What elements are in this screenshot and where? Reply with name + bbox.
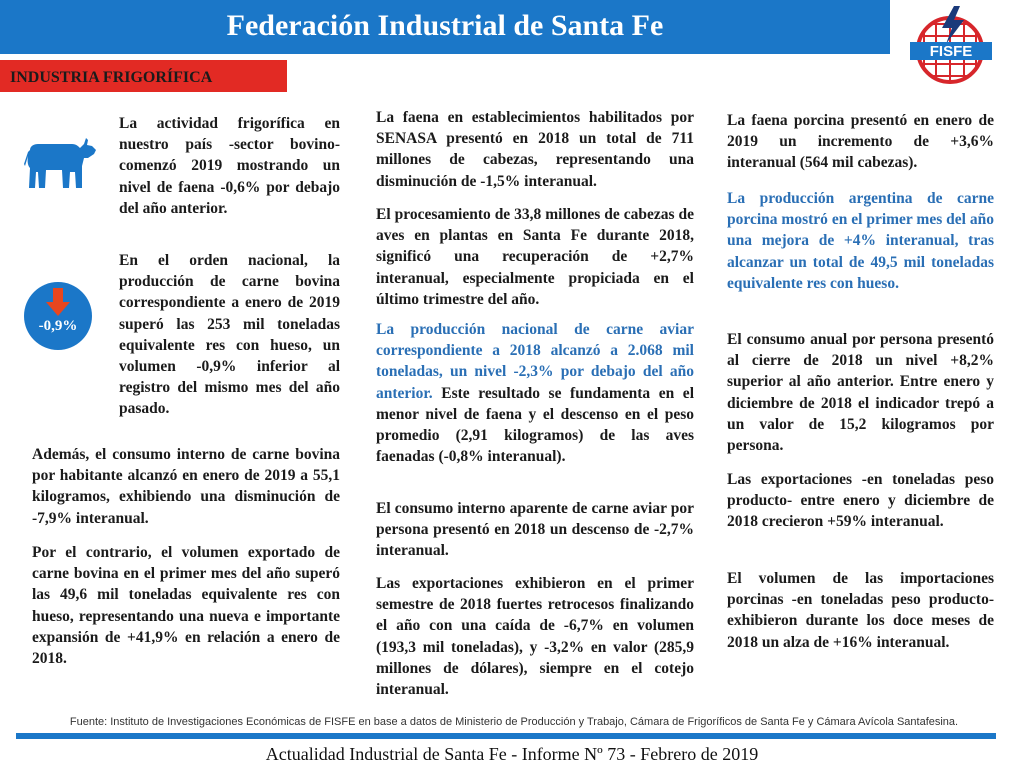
footer-bar [16,733,996,739]
col1-paragraph-4: Por el contrario, el volumen exportado de carne bovina en el primer mes del año superó las 49,6 mil toneladas equivalente res con hueso, representando una nueva e importante expansión de +41,9% en relación a enero de 2018. [32,544,340,668]
col3-paragraph-5: El volumen de las importaciones porcinas -en toneladas peso producto- exhibieron durante los doce meses de 2018 un alza de +16% interanual. [727,570,994,651]
fisfe-logo [906,4,996,86]
section-tag-label: INDUSTRIA FRIGORÍFICA [10,69,213,86]
col1-paragraph-1: La actividad frigorífica en nuestro país -sector bovino- comenzó 2019 mostrando un nivel de faena -0,6% por debajo del año anterior. [119,115,340,217]
source-note: Fuente: Instituto de Investigaciones Económicas de FISFE en base a datos de Ministerio de Producción y Trabajo, Cámara de Frigoríficos de Santa Fe y Cámara Avícola Santafesina. [69,716,959,728]
col2-paragraph-3-highlight: La producción nacional de carne aviar correspondiente a 2018 alcanzó a 2.068 mil toneladas, un nivel -2,3% por debajo del año anterior. [376,321,694,402]
col2-paragraph-1: La faena en establecimientos habilitados por SENASA presentó en 2018 un total de 711 millones de cabezas, representando una disminución de -1,5% interanual. [376,109,694,190]
down-arrow-icon [46,288,70,316]
section-tag [0,60,287,92]
col3-paragraph-2: La producción argentina de carne porcina mostró en el primer mes del año una mejora de +4% interanual, tras alcanzar un total de 49,5 mil toneladas equivalente res con hueso. [727,190,994,292]
logo-text: FISFE [929,43,973,60]
col2-paragraph-3-rest: Este resultado se fundamenta en el menor nivel de faena y el descenso en el peso promedio (2,91 kilogramos) de las aves faenadas (-0,8% interanual). [376,384,694,466]
badge-value: -0,9% [38,318,78,334]
col2-paragraph-4: El consumo interno aparente de carne aviar por persona presentó en 2018 un descenso de -2,7% interanual. [376,500,694,560]
cow-icon [24,136,98,192]
col1-paragraph-3: Además, el consumo interno de carne bovina por habitante alcanzó en enero de 2019 a 55,1 kilogramos, exhibiendo una disminución de -7,9% interanual. [32,446,340,527]
col2-paragraph-3 [376,319,694,467]
col3-paragraph-3: El consumo anual por persona presentó al cierre de 2018 un nivel +8,2% superior al año anterior. Entre enero y diciembre de 2018 el indicador trepó a un valor de 15,2 kilogramos por persona. [727,331,994,455]
report-title: Actualidad Industrial de Santa Fe - Informe Nº 73 - Febrero de 2019 [265,744,759,764]
col3-paragraph-4: Las exportaciones -en toneladas peso producto- entre enero y diciembre de 2018 crecieron +59% interanual. [727,471,994,531]
col3-paragraph-1: La faena porcina presentó en enero de 2019 un incremento de +3,6% interanual (564 mil cabezas). [727,112,994,172]
page-title: Federación Industrial de Santa Fe [226,9,664,42]
col2-paragraph-2: El procesamiento de 33,8 millones de cabezas de aves en plantas en Santa Fe durante 2018, significó una recuperación de +2,7% interanual, especialmente propiciada en el último trimestre del año. [376,206,694,308]
col1-paragraph-2: En el orden nacional, la producción de carne bovina correspondiente a enero de 2019 superó las 253 mil toneladas equivalente res con hueso, un volumen -0,9% inferior al registro del mismo mes del año pasado. [119,252,340,418]
col2-paragraph-5: Las exportaciones exhibieron en el primer semestre de 2018 fuertes retrocesos finalizando el año con una caída de -6,7% en volumen (193,3 mil toneladas), y -3,2% en valor (285,9 millones de dólares), siempre en el cotejo interanual. [376,575,694,699]
change-badge [24,282,92,350]
